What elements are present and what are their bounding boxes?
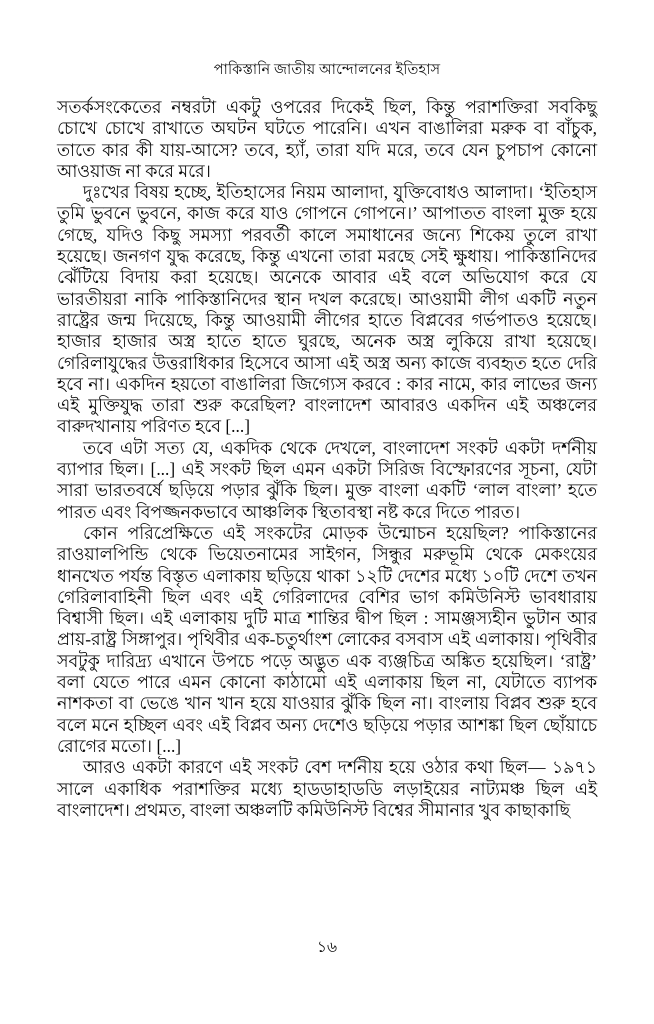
page-number: ১৬ <box>316 939 338 956</box>
running-head: পাকিস্তানি জাতীয় আন্দোলনের ইতিহাস <box>213 62 441 78</box>
paragraph: সতর্কসংকেতের নম্বরটা একটু ওপরের দিকেই ছিল, কিন্তু পরাশক্তিরা সবকিছু চোখে চোখে রাখাতে অঘটন ঘটতে পারেনি। এখন বাঙালিরা মরুক বা বাঁচুক, তাতে কার কী যায়-আসে? তবে, হ্যাঁ, তারা যদি মরে, তবে যেন চুপচাপ কোনো আওয়াজ না করে মরে। <box>57 97 597 181</box>
paragraph: আরও একটা কারণে এই সংকট বেশ দর্শনীয় হয়ে ওঠার কথা ছিল— ১৯৭১ সালে একাধিক পরাশক্তির মধ্যে হাডডাহাডডি লড়াইয়ের নাট্যমঞ্চ ছিল এই বাংলাদেশ। প্রথমত, বাংলা অঞ্চলটি কমিউনিস্ট বিশ্বের সীমানার খুব কাছাকাছি <box>57 757 597 820</box>
paragraph: তবে এটা সত্য যে, একদিক থেকে দেখলে, বাংলাদেশ সংকট একটা দর্শনীয় ব্যাপার ছিল। [...] এই সংকট ছিল এমন একটা সিরিজ বিস্ফোরণের সূচনা, যেটা সারা ভারতবর্ষে ছড়িয়ে পড়ার ঝুঁকি ছিল। মুক্ত বাংলা একটি ‘লাল বাংলা’ হতে পারত এবং বিপজ্জনকভাবে আঞ্চলিক স্থিতাবস্থা নষ্ট করে দিতে পারত। <box>57 437 597 522</box>
body-text-block <box>57 97 597 821</box>
paragraph: দুঃখের বিষয় হচ্ছে, ইতিহাসের নিয়ম আলাদা, যুক্তিবোধও আলাদা। ‘ইতিহাস তুমি ভুবনে ভুবনে, কাজ করে যাও গোপনে গোপনে।’ আপাতত বাংলা মুক্ত হয়ে গেছে, যদিও কিছু সমস্যা পরবর্তী কালে সমাধানের জন্যে শিকেয় তুলে রাখা হয়েছে। জনগণ যুদ্ধ করেছে, কিন্তু এখনো তারা মরছে সেই ক্ষুধায়। পাকিস্তানিদের ঝেঁটিয়ে বিদায় করা হয়েছে। অনেকে আবার এই বলে অভিযোগ করে যে ভারতীয়রা নাকি পাকিস্তানিদের স্থান দখল করেছে। আওয়ামী লীগ একটি নতুন রাষ্ট্রের জন্ম দিয়েছে, কিন্তু আওয়ামী লীগের হাতে বিপ্লবের গর্ভপাতও হয়েছে। হাজার হাজার অস্ত্র হাতে হাতে ঘুরছে, অনেক অস্ত্র লুকিয়ে রাখা হয়েছে। গেরিলাযুদ্ধের উত্তরাধিকার হিসেবে আসা এই অস্ত্র অন্য কাজে ব্যবহৃত হতে দেরি হবে না। একদিন হয়তো বাঙালিরা জিগ্যেস করবে : কার নামে, কার লাভের জন্য এই মুক্তিযুদ্ধ তারা শুরু করেছিল? বাংলাদেশ আবারও একদিন এই অঞ্চলের বারুদখানায় পরিণত হবে [...] <box>57 182 597 437</box>
paragraph: কোন পরিপ্রেক্ষিতে এই সংকটের মোড়ক উন্মোচন হয়েছিল? পাকিস্তানের রাওয়ালপিন্ডি থেকে ভিয়েতনামের সাইগন, সিন্ধুর মরুভূমি থেকে মেকংয়ের ধানখেত পর্যন্ত বিস্তৃত এলাকায় ছড়িয়ে থাকা ১২টি দেশের মধ্যে ১০টি দেশে তখন গেরিলাবাহিনী ছিল এবং এই গেরিলাদের বেশির ভাগ কমিউনিস্ট ভাবধারায় বিশ্বাসী ছিল। এই এলাকায় দুটি মাত্র শান্তির দ্বীপ ছিল : সামঞ্জস্যহীন ভুটান আর প্রায়-রাষ্ট্র সিঙ্গাপুর। পৃথিবীর এক-চতুর্থাংশ লোকের বসবাস এই এলাকায়। পৃথিবীর সবটুকু দারিদ্র্য এখানে উপচে পড়ে অদ্ভুত এক ব্যঞ্জচিত্র অঙ্কিত হয়েছিল। ‘রাষ্ট্র’ বলা যেতে পারে এমন কোনো কাঠামো এই এলাকায় ছিল না, যেটাতে ব্যাপক নাশকতা বা ভেঙে খান খান হয়ে যাওয়ার ঝুঁকি ছিল না। বাংলায় বিপ্লব শুরু হবে বলে মনে হচ্ছিল এবং এই বিপ্লব অন্য দেশেও ছড়িয়ে পড়ার আশঙ্কা ছিল ছোঁয়াচে রোগের মতো। [...] <box>57 522 597 756</box>
